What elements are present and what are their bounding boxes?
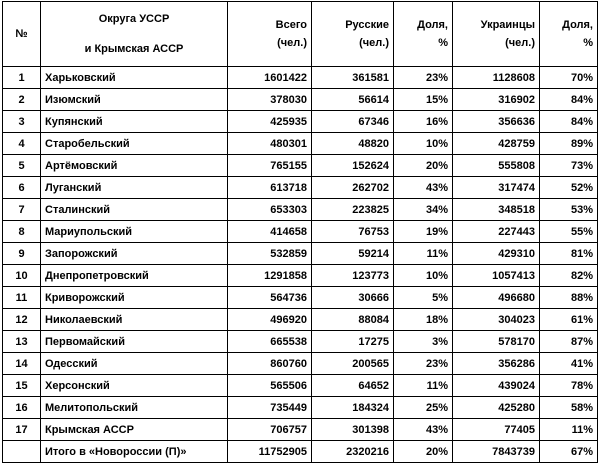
- cell-ukrainians: 77405: [453, 419, 540, 441]
- cell-russians: 64652: [312, 375, 394, 397]
- cell-district: Херсонский: [41, 375, 228, 397]
- header-district: [41, 2, 228, 67]
- cell-russian-share: 10%: [394, 265, 453, 287]
- cell-district: Старобельский: [41, 133, 228, 155]
- cell-num: 12: [3, 309, 41, 331]
- cell-ukrainians: 429310: [453, 243, 540, 265]
- cell-russian-share: 11%: [394, 243, 453, 265]
- cell-district: Первомайский: [41, 331, 228, 353]
- cell-district: Артёмовский: [41, 155, 228, 177]
- cell-ukrainian-share: 61%: [540, 309, 598, 331]
- cell-ukrainians: 1128608: [453, 67, 540, 89]
- cell-russians: 59214: [312, 243, 394, 265]
- cell-russians: 56614: [312, 89, 394, 111]
- cell-russians: 262702: [312, 177, 394, 199]
- table-row: [3, 353, 598, 375]
- cell-district: Луганский: [41, 177, 228, 199]
- cell-russian-share: 3%: [394, 331, 453, 353]
- cell-ukrainian-share: 52%: [540, 177, 598, 199]
- cell-num: 8: [3, 221, 41, 243]
- cell-ukrainian-share: 53%: [540, 199, 598, 221]
- header-total: [228, 2, 312, 67]
- cell-total: 378030: [228, 89, 312, 111]
- table-row: [3, 155, 598, 177]
- table-row: [3, 331, 598, 353]
- cell-russians: 123773: [312, 265, 394, 287]
- cell-total: 1291858: [228, 265, 312, 287]
- cell-russian-share: 23%: [394, 67, 453, 89]
- total-cell-num: [3, 441, 41, 463]
- cell-ukrainians: 304023: [453, 309, 540, 331]
- cell-district: Купянский: [41, 111, 228, 133]
- total-cell-russian-share: 20%: [394, 441, 453, 463]
- header-total-line2: (чел.): [277, 37, 307, 49]
- cell-ukrainian-share: 88%: [540, 287, 598, 309]
- cell-russian-share: 20%: [394, 155, 453, 177]
- cell-num: 5: [3, 155, 41, 177]
- cell-russian-share: 10%: [394, 133, 453, 155]
- cell-district: Мелитопольский: [41, 397, 228, 419]
- cell-num: 6: [3, 177, 41, 199]
- cell-total: 532859: [228, 243, 312, 265]
- cell-ukrainians: 496680: [453, 287, 540, 309]
- header-russian-share-line1: Доля,: [417, 19, 448, 31]
- cell-total: 765155: [228, 155, 312, 177]
- cell-num: 15: [3, 375, 41, 397]
- cell-ukrainians: 555808: [453, 155, 540, 177]
- cell-russian-share: 16%: [394, 111, 453, 133]
- total-cell-total: 11752905: [228, 441, 312, 463]
- table-row: [3, 309, 598, 331]
- header-ukrainian-share-line1: Доля,: [562, 19, 593, 31]
- total-cell-label: Итого в «Новороссии (П)»: [41, 441, 228, 463]
- cell-ukrainians: 348518: [453, 199, 540, 221]
- table-row: [3, 419, 598, 441]
- cell-district: Криворожский: [41, 287, 228, 309]
- cell-ukrainians: 317474: [453, 177, 540, 199]
- cell-russian-share: 11%: [394, 375, 453, 397]
- cell-ukrainian-share: 70%: [540, 67, 598, 89]
- cell-num: 2: [3, 89, 41, 111]
- table-row: [3, 177, 598, 199]
- cell-total: 860760: [228, 353, 312, 375]
- cell-ukrainian-share: 73%: [540, 155, 598, 177]
- table-body: [3, 67, 598, 463]
- cell-russian-share: 23%: [394, 353, 453, 375]
- cell-russians: 223825: [312, 199, 394, 221]
- cell-russian-share: 34%: [394, 199, 453, 221]
- table-row: [3, 67, 598, 89]
- cell-russians: 152624: [312, 155, 394, 177]
- cell-russian-share: 43%: [394, 419, 453, 441]
- cell-total: 565506: [228, 375, 312, 397]
- cell-russian-share: 25%: [394, 397, 453, 419]
- cell-total: 706757: [228, 419, 312, 441]
- cell-num: 11: [3, 287, 41, 309]
- cell-russians: 48820: [312, 133, 394, 155]
- cell-district: Одесский: [41, 353, 228, 375]
- cell-district: Сталинский: [41, 199, 228, 221]
- cell-district: Запорожский: [41, 243, 228, 265]
- total-row: [3, 441, 598, 463]
- cell-russians: 67346: [312, 111, 394, 133]
- header-row: [3, 2, 598, 67]
- cell-ukrainian-share: 58%: [540, 397, 598, 419]
- cell-russian-share: 5%: [394, 287, 453, 309]
- population-table: [2, 1, 598, 463]
- header-russians-line1: Русские: [345, 19, 389, 31]
- cell-num: 7: [3, 199, 41, 221]
- cell-ukrainian-share: 78%: [540, 375, 598, 397]
- cell-ukrainians: 356286: [453, 353, 540, 375]
- cell-total: 564736: [228, 287, 312, 309]
- table-row: [3, 397, 598, 419]
- header-ukrainians: [453, 2, 540, 67]
- cell-num: 3: [3, 111, 41, 133]
- cell-total: 613718: [228, 177, 312, 199]
- header-russians-line2: (чел.): [359, 37, 389, 49]
- header-russian-share: [394, 2, 453, 67]
- header-russians: [312, 2, 394, 67]
- cell-ukrainians: 428759: [453, 133, 540, 155]
- cell-ukrainian-share: 11%: [540, 419, 598, 441]
- cell-ukrainians: 356636: [453, 111, 540, 133]
- cell-total: 480301: [228, 133, 312, 155]
- cell-district: Изюмский: [41, 89, 228, 111]
- header-total-line1: Всего: [275, 19, 307, 31]
- total-cell-ukrainian-share: 67%: [540, 441, 598, 463]
- table-row: [3, 265, 598, 287]
- header-num: №: [3, 2, 41, 67]
- cell-num: 10: [3, 265, 41, 287]
- cell-total: 496920: [228, 309, 312, 331]
- cell-ukrainian-share: 89%: [540, 133, 598, 155]
- total-cell-ukrainians: 7843739: [453, 441, 540, 463]
- header-ukrainians-line1: Украинцы: [480, 19, 535, 31]
- cell-num: 4: [3, 133, 41, 155]
- cell-russians: 184324: [312, 397, 394, 419]
- table-row: [3, 133, 598, 155]
- table-row: [3, 199, 598, 221]
- cell-ukrainian-share: 55%: [540, 221, 598, 243]
- cell-ukrainians: 439024: [453, 375, 540, 397]
- cell-district: Днепропетровский: [41, 265, 228, 287]
- table-row: [3, 221, 598, 243]
- header-district-line1: Округа УССР: [98, 13, 170, 25]
- cell-ukrainians: 578170: [453, 331, 540, 353]
- cell-total: 425935: [228, 111, 312, 133]
- header-russian-share-line2: %: [438, 37, 448, 49]
- cell-ukrainians: 316902: [453, 89, 540, 111]
- cell-ukrainian-share: 87%: [540, 331, 598, 353]
- cell-russian-share: 18%: [394, 309, 453, 331]
- cell-russians: 301398: [312, 419, 394, 441]
- table-row: [3, 111, 598, 133]
- table-row: [3, 287, 598, 309]
- cell-district: Николаевский: [41, 309, 228, 331]
- cell-ukrainians: 227443: [453, 221, 540, 243]
- table-row: [3, 375, 598, 397]
- cell-russian-share: 19%: [394, 221, 453, 243]
- cell-ukrainian-share: 82%: [540, 265, 598, 287]
- cell-district: Мариупольский: [41, 221, 228, 243]
- cell-total: 653303: [228, 199, 312, 221]
- cell-district: Харьковский: [41, 67, 228, 89]
- table-row: [3, 243, 598, 265]
- cell-total: 665538: [228, 331, 312, 353]
- header-district-line2: и Крымская АССР: [84, 43, 184, 55]
- cell-ukrainian-share: 84%: [540, 89, 598, 111]
- cell-num: 1: [3, 67, 41, 89]
- table-row: [3, 89, 598, 111]
- cell-russians: 200565: [312, 353, 394, 375]
- cell-russians: 361581: [312, 67, 394, 89]
- cell-num: 13: [3, 331, 41, 353]
- cell-ukrainian-share: 41%: [540, 353, 598, 375]
- cell-total: 414658: [228, 221, 312, 243]
- cell-ukrainian-share: 84%: [540, 111, 598, 133]
- cell-num: 9: [3, 243, 41, 265]
- cell-num: 14: [3, 353, 41, 375]
- cell-district: Крымская АССР: [41, 419, 228, 441]
- header-ukrainians-line2: (чел.): [505, 37, 535, 49]
- cell-russian-share: 43%: [394, 177, 453, 199]
- total-cell-russians: 2320216: [312, 441, 394, 463]
- cell-russians: 17275: [312, 331, 394, 353]
- table-header: [3, 2, 598, 67]
- cell-russians: 30666: [312, 287, 394, 309]
- cell-russians: 88084: [312, 309, 394, 331]
- cell-num: 16: [3, 397, 41, 419]
- header-ukrainian-share-line2: %: [583, 37, 593, 49]
- cell-ukrainians: 425280: [453, 397, 540, 419]
- cell-total: 1601422: [228, 67, 312, 89]
- header-spacer: [45, 28, 223, 40]
- cell-russians: 76753: [312, 221, 394, 243]
- cell-russian-share: 15%: [394, 89, 453, 111]
- cell-total: 735449: [228, 397, 312, 419]
- header-ukrainian-share: [540, 2, 598, 67]
- cell-num: 17: [3, 419, 41, 441]
- cell-ukrainians: 1057413: [453, 265, 540, 287]
- cell-ukrainian-share: 81%: [540, 243, 598, 265]
